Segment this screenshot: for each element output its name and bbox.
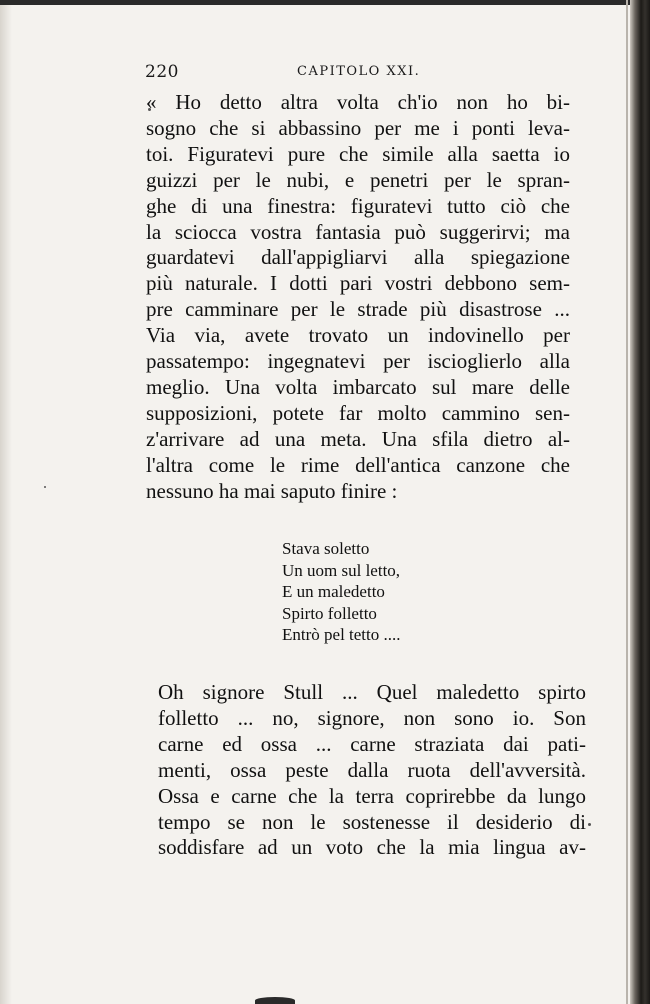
page-number: 220 xyxy=(145,62,179,82)
verse-line: E un maledetto xyxy=(282,582,385,602)
text-line: Ossa e carne che la terra coprirebbe da lungo xyxy=(158,783,586,808)
verse-line: Stava soletto xyxy=(282,539,370,558)
text-line: « Ho detto altra volta ch'io non ho bi- xyxy=(146,90,570,114)
book-spine-edge xyxy=(630,0,650,1004)
paragraph-2 xyxy=(158,680,586,861)
text-line: l'altra come le rime dell'antica canzone che xyxy=(146,452,570,477)
page-edge-line xyxy=(626,0,628,1004)
verse-block xyxy=(282,538,482,646)
text-line: toi. Figuratevi pure che simile alla saetta io xyxy=(146,141,570,166)
running-head: CAPITOLO XXI. xyxy=(297,64,421,79)
verse-line: Un uom sul letto, xyxy=(282,560,401,580)
text-line: pre camminare per le strade più disastrose ... xyxy=(146,297,570,322)
paragraph-1 xyxy=(146,90,570,505)
page-header xyxy=(145,62,565,86)
text-line: ghe di una finestra: figuratevi tutto ciò che xyxy=(146,193,570,218)
text-line: sogno che si abbassino per me i ponti leva- xyxy=(146,115,570,140)
page-gutter-shadow xyxy=(0,0,12,1004)
page-top-edge xyxy=(0,0,650,5)
text-line: menti, ossa peste dalla ruota dell'avversità. xyxy=(158,757,586,782)
text-line: supposizioni, potete far molto cammino sen- xyxy=(146,400,570,425)
text-line: tempo se non le sostenesse il desiderio di xyxy=(158,809,586,834)
text-line: la sciocca vostra fantasia può suggerirvi; ma xyxy=(146,219,570,244)
paper-speck xyxy=(588,823,591,826)
text-line: Oh signore Stull ... Quel maledetto spirto xyxy=(158,680,586,704)
text-line: z'arrivare ad una meta. Una sfila dietro al- xyxy=(146,426,570,451)
text-line: carne ed ossa ... carne straziata dai pati- xyxy=(158,731,586,756)
paper-speck xyxy=(44,486,46,488)
text-line: più naturale. I dotti pari vostri debbono sem- xyxy=(146,271,570,296)
text-line: guardatevi dall'appigliarvi alla spiegazione xyxy=(146,245,570,270)
verse-line: Spirto folletto xyxy=(282,603,377,623)
page-bottom-mark xyxy=(255,997,295,1004)
text-line: nessuno ha mai saputo finire : xyxy=(146,478,398,503)
text-line: Via via, avete trovato un indovinello per xyxy=(146,323,570,348)
text-line: folletto ... no, signore, non sono io. Son xyxy=(158,705,586,730)
text-line: meglio. Una volta imbarcato sul mare delle xyxy=(146,374,570,399)
text-line: guizzi per le nubi, e penetri per le spran- xyxy=(146,167,570,192)
text-line: passatempo: ingegnatevi per iscioglierlo alla xyxy=(146,349,570,374)
verse-line: Entrò pel tetto .... xyxy=(282,625,401,645)
text-line: soddisfare ad un voto che la mia lingua av- xyxy=(158,835,586,860)
